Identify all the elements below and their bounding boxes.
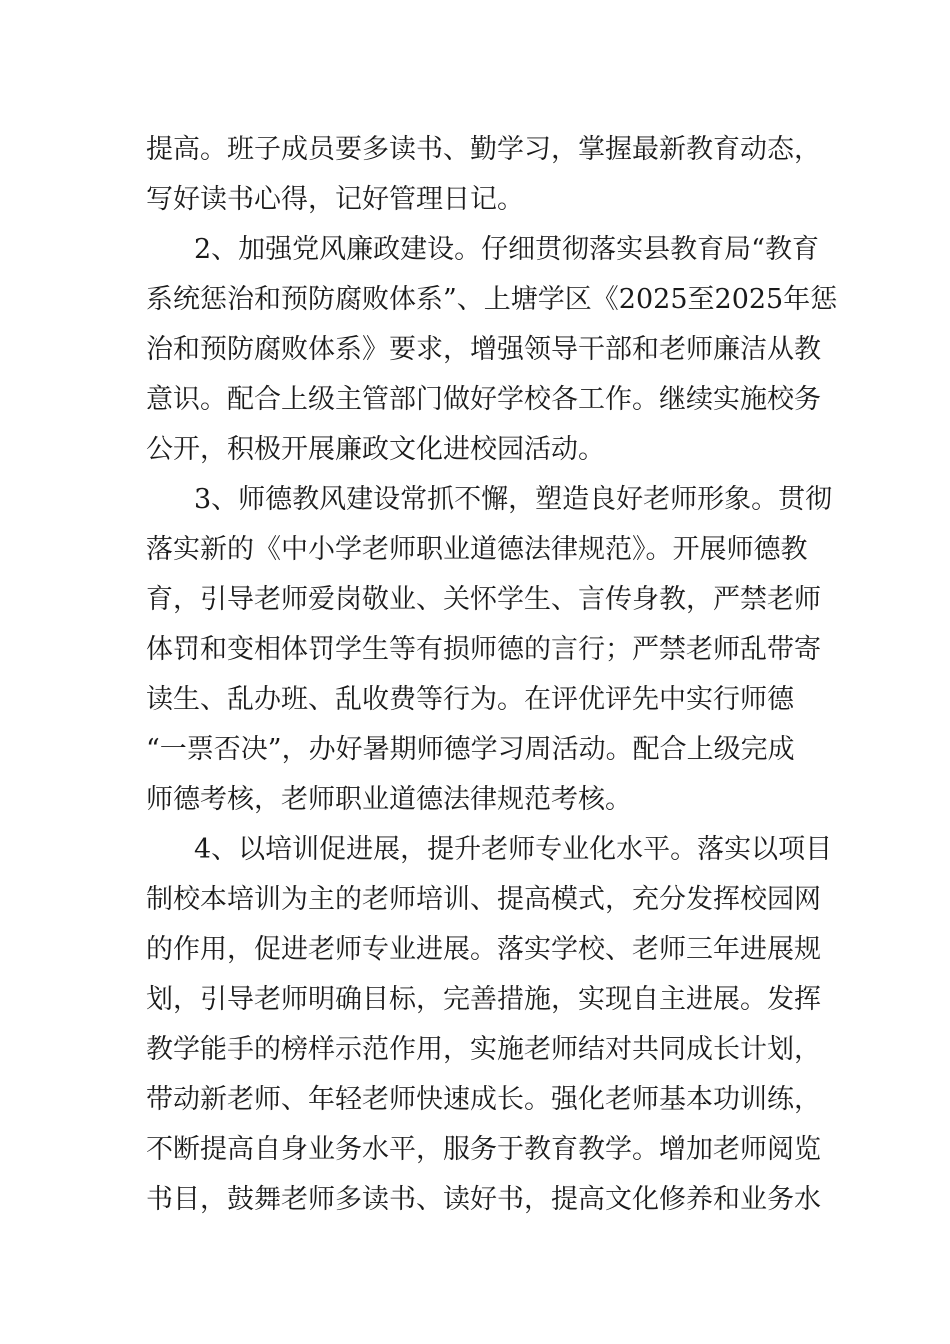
text-line: 的作用，促进老师专业进展。落实学校、老师三年进展规 bbox=[146, 934, 821, 965]
text-line: 读生、乱办班、乱收费等行为。在评优评先中实行师德 bbox=[146, 684, 794, 715]
text-line: 育，引导老师爱岗敬业、关怀学生、言传身教，严禁老师 bbox=[146, 584, 821, 615]
text-line: 落实新的《中小学老师职业道德法律规范》。开展师德教 bbox=[146, 534, 808, 565]
text-line: 带动新老师、年轻老师快速成长。强化老师基本功训练， bbox=[146, 1084, 821, 1115]
text-line: 师德考核，老师职业道德法律规范考核。 bbox=[146, 784, 632, 815]
text-line: 书目，鼓舞老师多读书、读好书，提高文化修养和业务水 bbox=[146, 1184, 821, 1215]
paragraph-4-heading: 4、以培训促进展，提升老师专业化水平。落实以项目 bbox=[194, 834, 833, 865]
text-line: 公开，积极开展廉政文化进校园活动。 bbox=[146, 434, 605, 465]
paragraph-2-heading: 2、加强党风廉政建设。仔细贯彻落实县教育局“教育 bbox=[194, 234, 819, 265]
text-line: 不断提高自身业务水平，服务于教育教学。增加老师阅览 bbox=[146, 1134, 821, 1165]
text-line: “一票否决”，办好暑期师德学习周活动。配合上级完成 bbox=[146, 734, 795, 765]
text-line: 体罚和变相体罚学生等有损师德的言行；严禁老师乱带寄 bbox=[146, 634, 821, 665]
text-line: 教学能手的榜样示范作用，实施老师结对共同成长计划， bbox=[146, 1034, 821, 1065]
text-line: 提高。班子成员要多读书、勤学习，掌握最新教育动态， bbox=[146, 134, 821, 165]
text-line: 制校本培训为主的老师培训、提高模式，充分发挥校园网 bbox=[146, 884, 821, 915]
text-line: 系统惩治和预防腐败体系”、上塘学区《2025至2025年惩 bbox=[146, 284, 838, 315]
text-line: 治和预防腐败体系》要求，增强领导干部和老师廉洁从教 bbox=[146, 334, 821, 365]
paragraph-3-heading: 3、师德教风建设常抓不懈，塑造良好老师形象。贯彻 bbox=[194, 484, 833, 515]
text-line: 意识。配合上级主管部门做好学校各工作。继续实施校务 bbox=[146, 384, 821, 415]
text-line: 写好读书心得，记好管理日记。 bbox=[146, 184, 524, 215]
text-line: 划，引导老师明确目标，完善措施，实现自主进展。发挥 bbox=[146, 984, 821, 1015]
